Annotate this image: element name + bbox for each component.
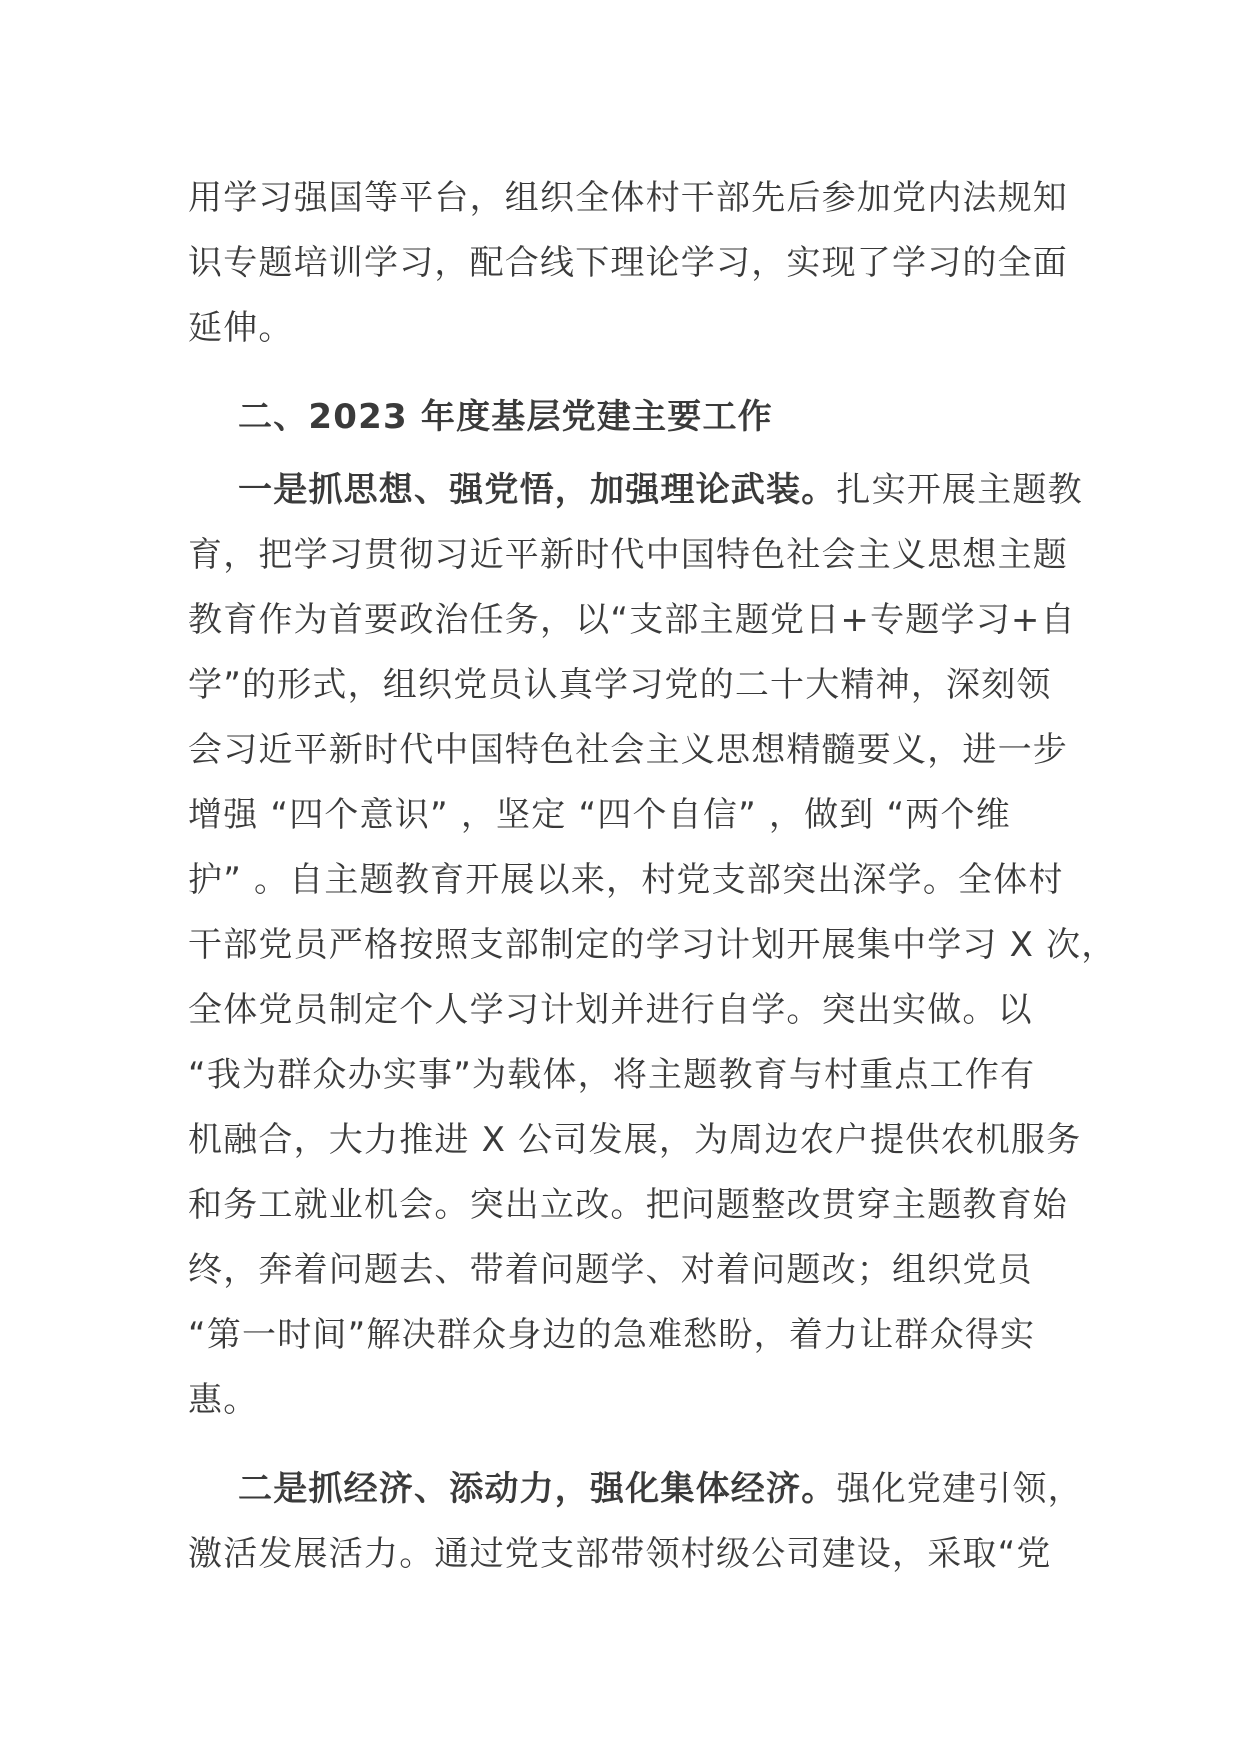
text-line: 和务工就业机会。突出立改。把问题整改贯穿主题教育始 bbox=[188, 1185, 1068, 1225]
text-line: 用学习强国等平台，组织全体村干部先后参加党内法规知 bbox=[188, 178, 1068, 218]
paragraph-lead-bold: 一是抓思想、强党悟，加强理论武装。 bbox=[238, 470, 837, 510]
text-line: 激活发展活力。通过党支部带领村级公司建设，采取“党 bbox=[188, 1534, 1052, 1574]
paragraph-collective-economy bbox=[188, 1457, 1083, 1587]
text-line: 惠。 bbox=[188, 1380, 259, 1420]
text-line: 全体党员制定个人学习计划并进行自学。突出实做。以 bbox=[188, 990, 1033, 1030]
text-line: 延伸。 bbox=[188, 308, 294, 348]
paragraph-lead-text: 强化党建引领， bbox=[836, 1469, 1083, 1509]
paragraph-lead-line bbox=[188, 1457, 1083, 1522]
text-line: 机融合，大力推进 X 公司发展，为周边农户提供农机服务 bbox=[188, 1120, 1082, 1160]
intro-paragraph bbox=[188, 166, 1068, 361]
paragraph-lead-text: 扎实开展主题教 bbox=[836, 470, 1083, 510]
text-line: “我为群众办实事”为载体，将主题教育与村重点工作有 bbox=[188, 1055, 1036, 1095]
paragraph-lead-line bbox=[188, 458, 1083, 523]
text-line: 护” 。自主题教育开展以来，村党支部突出深学。全体村 bbox=[188, 860, 1064, 900]
text-line: “第一时间”解决群众身边的急难愁盼，着力让群众得实 bbox=[188, 1315, 1036, 1355]
text-line: 干部党员严格按照支部制定的学习计划开展集中学习 X 次， bbox=[188, 925, 1117, 965]
paragraph-lead-bold: 二是抓经济、添动力，强化集体经济。 bbox=[238, 1469, 837, 1509]
section-heading: 二、2023 年度基层党建主要工作 bbox=[238, 397, 773, 437]
paragraph-theory-armament bbox=[188, 458, 1117, 1433]
text-line: 会习近平新时代中国特色社会主义思想精髓要义，进一步 bbox=[188, 730, 1068, 770]
document-body bbox=[188, 166, 1117, 1587]
text-line: 识专题培训学习，配合线下理论学习，实现了学习的全面 bbox=[188, 243, 1068, 283]
text-line: 学”的形式，组织党员认真学习党的二十大精神，深刻领 bbox=[188, 665, 1052, 705]
text-line: 终，奔着问题去、带着问题学、对着问题改；组织党员 bbox=[188, 1250, 1033, 1290]
text-line: 育，把学习贯彻习近平新时代中国特色社会主义思想主题 bbox=[188, 535, 1068, 575]
text-line: 教育作为首要政治任务，以“支部主题党日+专题学习+自 bbox=[188, 600, 1076, 640]
text-line: 增强 “四个意识” ，坚定 “四个自信” ，做到 “两个维 bbox=[188, 795, 1011, 835]
